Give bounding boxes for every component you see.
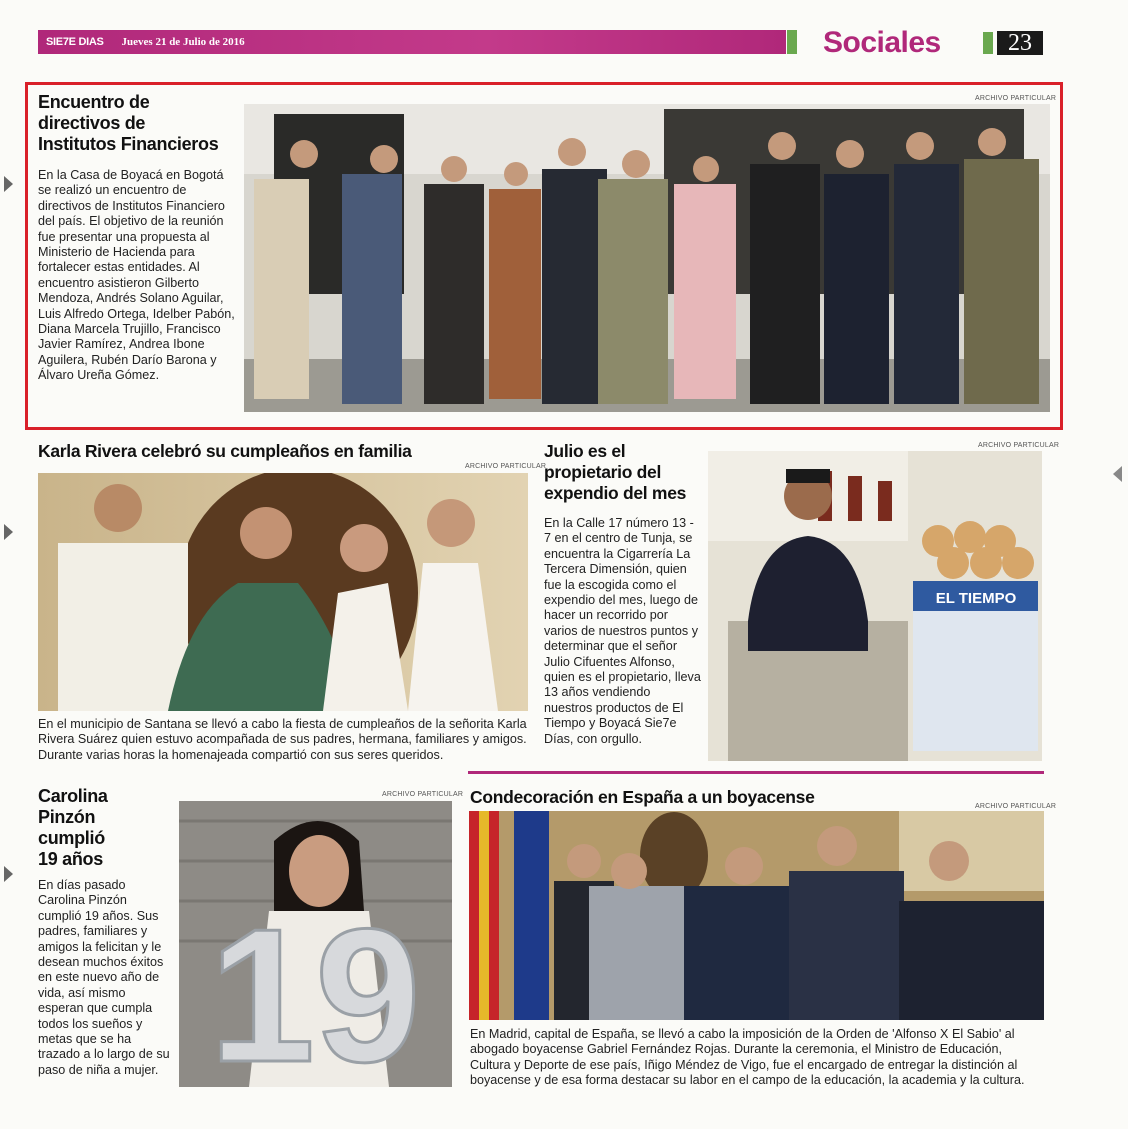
newspaper-sign: EL TIEMPO	[935, 590, 1017, 607]
photo-credit: ARCHIVO PARTICULAR	[978, 442, 1060, 449]
photo-credit: ARCHIVO PARTICULAR	[382, 791, 464, 798]
edge-arrow-icon	[1113, 466, 1122, 482]
story1-headline: Encuentro de directivos de Institutos Financieros	[38, 92, 219, 154]
newspaper-brand: SIE7E DIAS	[46, 36, 104, 48]
story4-headline: Carolina Pinzón cumplió 19 años	[38, 786, 108, 869]
story5-headline: Condecoración en España a un boyacense	[470, 787, 815, 807]
decoration-ceremony-photo	[469, 811, 1044, 1020]
story4-body: En días pasado Carolina Pinzón cumplió 19 años. Sus padres, familiares y amigos la felicitan y le desean muchos éxitos en este nuevo año de vida, así mismo esperan que cumpla todos los sueños y metas que se ha trazado a lo largo de su paso de niña a mujer.	[38, 878, 170, 1077]
carolina-birthday-photo	[179, 801, 452, 1087]
story1-body: En la Casa de Boyacá en Bogotá se realizó un encuentro de directivos de Institutos Financiero del país. El objetivo de la reunión fue presentar una propuesta al Ministerio de Hacienda para fortalecer estas entidades. Al encuentro asistieron Gilberto Mendoza, Andrés Solano Aguilar, Luis Alfredo Ortega, Idelber Pabón, Diana Marcela Trujillo, Francisco Javier Ramírez, Andrea Ibone Aguilera, Rubén Darío Barona y Álvaro Ureña Gómez.	[38, 168, 235, 383]
section-divider	[468, 771, 1044, 774]
photo-credit: ARCHIVO PARTICULAR	[975, 803, 1057, 810]
edge-arrow-icon	[4, 176, 13, 192]
photo-credit: ARCHIVO PARTICULAR	[975, 95, 1057, 102]
section-title: Sociales	[823, 26, 941, 59]
story3-headline: Julio es el propietario del expendio del mes	[544, 441, 687, 503]
edge-arrow-icon	[4, 866, 13, 882]
story2-headline: Karla Rivera celebró su cumpleaños en familia	[38, 441, 412, 461]
shop-owner-photo	[708, 451, 1042, 761]
edge-arrow-icon	[4, 524, 13, 540]
issue-date: Jueves 21 de Julio de 2016	[121, 36, 245, 48]
photo-credit: ARCHIVO PARTICULAR	[465, 463, 547, 470]
header-bar	[38, 30, 786, 54]
balloon-number-19: 19	[209, 890, 421, 1087]
header-green-accent	[787, 30, 797, 54]
story5-body: En Madrid, capital de España, se llevó a cabo la imposición de la Orden de 'Alfonso X El Sabio' al abogado boyacense Gabriel Fernández Rojas. Durante la ceremonia, el Ministro de Educación, Cultura y Deporte de ese país, Iñigo Méndez de Vigo, fue el encargado de entregar la distinción al boyacense y de esa forma destacar su labor en el campo de la educación, la academia y la cultura.	[470, 1027, 1025, 1088]
story3-body: En la Calle 17 número 13 - 7 en el centro de Tunja, se encuentra la Cigarrería La Tercera Dimensión, quien fue la escogida como el expendio del mes, luego de hacer un recorrido por varios de nuestros puntos y determinar que el señor Julio Cifuentes Alfonso, quien es el propietario, lleva 13 años vendiendo nuestros productos de El Tiempo y Boyacá Sie7e Días, con orgullo.	[544, 516, 701, 746]
spacer	[540, 440, 542, 441]
page-number-accent	[983, 32, 993, 54]
birthday-family-photo	[38, 473, 528, 711]
group-photo-financial-directors	[244, 104, 1050, 412]
story2-body: En el municipio de Santana se llevó a cabo la fiesta de cumpleaños de la señorita Karla Rivera Suárez quien estuvo acompañada de sus padres, hermana, familiares y amigos. Durante varias horas la homenajeada compartió con sus seres queridos.	[38, 717, 527, 762]
page-number: 23	[997, 31, 1043, 55]
